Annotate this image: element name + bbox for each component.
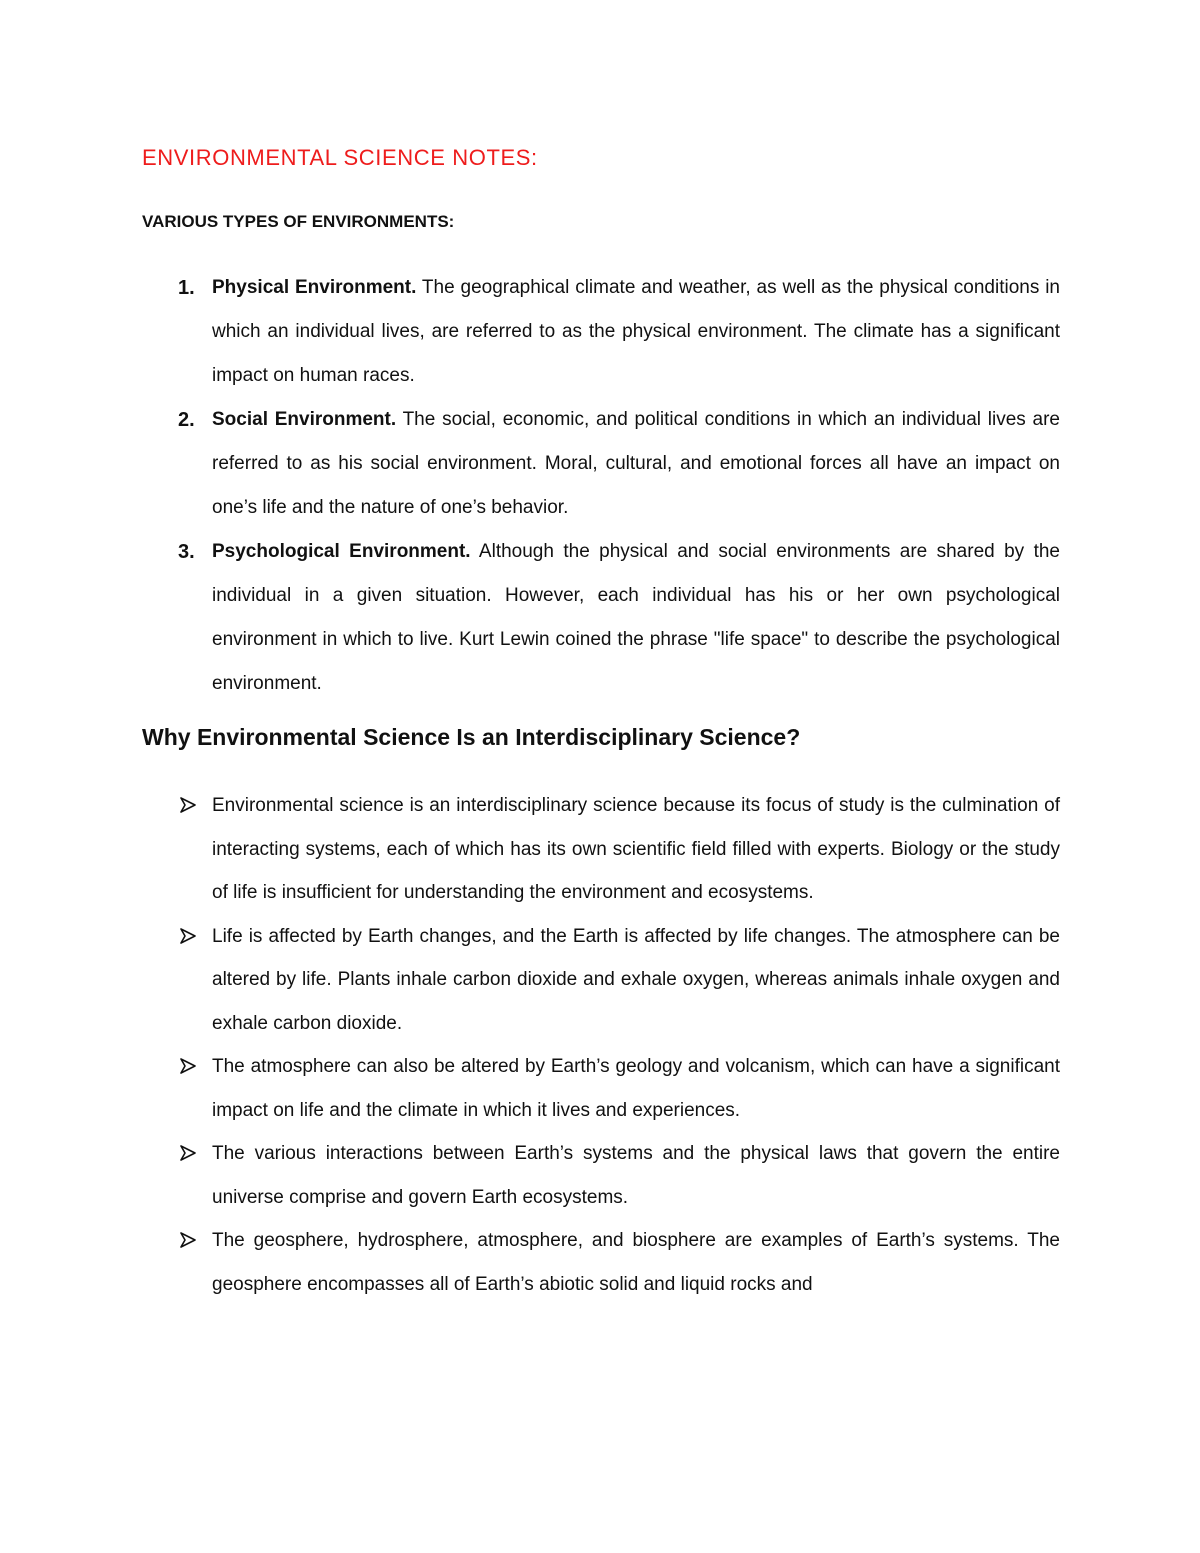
interdisciplinary-bullet-list <box>142 784 1060 1306</box>
bullet-text: The geosphere, hydrosphere, atmosphere, and biosphere are examples of Earth’s systems. The geosphere encompasses all of Earth’s abiotic solid and liquid rocks and <box>212 1230 1060 1295</box>
list-number: 2. <box>178 409 195 431</box>
list-text: The geographical climate and weather, as well as the physical conditions in which an individual lives, are referred to as the physical environment. The climate has a significant impact on human races. <box>212 277 1060 386</box>
list-term: Physical Environment. <box>212 277 417 298</box>
bullet-text: Life is affected by Earth changes, and the Earth is affected by life changes. The atmosphere can be altered by life. Plants inhale carbon dioxide and exhale oxygen, whereas animals inhale oxygen and exhale carbon dioxide. <box>212 925 1060 1034</box>
bullet-text: The various interactions between Earth’s systems and the physical laws that govern the entire universe comprise and govern Earth ecosystems. <box>212 1143 1060 1208</box>
bullet-text: Environmental science is an interdisciplinary science because its focus of study is the culmination of interacting systems, each of which has its own scientific field filled with experts. Biology or the study of life is insufficient for understanding the environment and ecosystems. <box>212 795 1060 903</box>
bullet-item <box>142 1045 1060 1132</box>
section-heading: VARIOUS TYPES OF ENVIRONMENTS: <box>142 212 455 231</box>
list-item <box>142 266 1060 398</box>
arrow-bullet-icon <box>180 797 196 813</box>
list-item <box>142 530 1060 706</box>
environment-types-list <box>142 266 1060 706</box>
list-number: 1. <box>178 277 195 299</box>
arrow-bullet-icon <box>180 928 196 944</box>
bullet-item <box>142 784 1060 915</box>
arrow-bullet-icon <box>180 1232 196 1248</box>
list-item <box>142 398 1060 530</box>
list-term: Psychological Environment. <box>212 541 471 562</box>
list-text: Although the physical and social environments are shared by the individual in a given situation. However, each individual has his or her own psychological environment in which to live. Kurt Lewin coined the phrase "life space" to describe the psychological environment. <box>212 541 1060 694</box>
bullet-item <box>142 915 1060 1046</box>
arrow-bullet-icon <box>180 1058 196 1074</box>
bullet-item <box>142 1219 1060 1306</box>
list-number: 3. <box>178 541 195 563</box>
interdisciplinary-heading: Why Environmental Science Is an Interdisciplinary Science? <box>142 724 801 750</box>
list-text: The social, economic, and political conditions in which an individual lives are referred to as his social environment. Moral, cultural, and emotional forces all have an impact on one’s life and the nature of one’s behavior. <box>212 409 1060 518</box>
bullet-text: The atmosphere can also be altered by Earth’s geology and volcanism, which can have a significant impact on life and the climate in which it lives and experiences. <box>212 1056 1060 1121</box>
document-title: ENVIRONMENTAL SCIENCE NOTES: <box>142 145 538 170</box>
list-term: Social Environment. <box>212 409 397 430</box>
arrow-bullet-icon <box>180 1145 196 1161</box>
bullet-item <box>142 1132 1060 1219</box>
